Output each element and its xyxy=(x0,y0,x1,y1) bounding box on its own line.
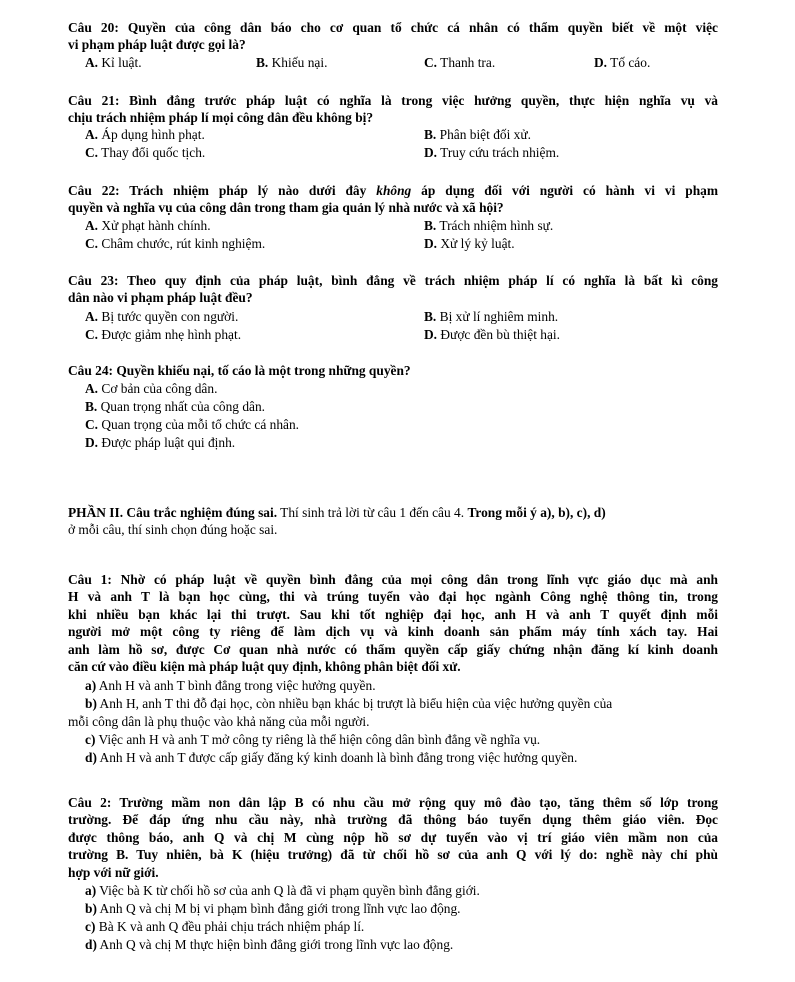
q24-option-c xyxy=(85,417,299,433)
p1-statement-a xyxy=(85,678,376,694)
q20-option-c xyxy=(424,55,495,71)
p1-stem-line-5: anh làm hồ sơ, được Cơ quan nhà nước có thẩm quyền cấp giấy chứng nhận đăng kí kinh doanh xyxy=(68,642,718,657)
p1-statement-d xyxy=(85,750,577,766)
q21-option-b xyxy=(424,127,531,143)
p2-stem-line-4: trường B. Tuy nhiên, bà K (hiệu trưởng) đã từ chối hồ sơ của anh Q với lý do: nghề này chỉ phù xyxy=(68,847,718,862)
option-key: D. xyxy=(85,435,99,450)
p2-stem-line-3: được thông báo, anh Q và chị M cùng nộp hồ sơ dự tuyển vào vị trí giáo viên mầm non của xyxy=(68,830,718,845)
q22-stem-part-1: Câu 22: Trách nhiệm pháp lý nào dưới đây xyxy=(68,183,377,198)
q20-stem-line-1: Câu 20: Quyền của công dân báo cho cơ quan tổ chức cá nhân có thẩm quyền biết về một việc xyxy=(68,20,718,35)
statement-key: d) xyxy=(85,937,97,952)
statement-key: a) xyxy=(85,678,97,693)
option-key: C. xyxy=(85,145,99,160)
p2-statement-b xyxy=(85,901,461,917)
part2-instructions: Thí sinh trả lời từ câu 1 đến câu 4. xyxy=(277,505,468,520)
statement-text: Việc anh H và anh T mở công ty riêng là thể hiện công dân bình đẳng về nghĩa vụ. xyxy=(98,732,541,747)
option-key: C. xyxy=(85,417,99,432)
statement-text: Anh H và anh T bình đẳng trong việc hưởng quyền. xyxy=(98,678,376,693)
q24-option-a xyxy=(85,381,217,397)
option-text: Xử lý kỷ luật. xyxy=(440,236,515,251)
option-key: C. xyxy=(424,55,438,70)
option-key: D. xyxy=(424,236,438,251)
q22-stem-part-2: áp dụng đối với người có hành vi vi phạm xyxy=(411,183,718,198)
q23-option-c xyxy=(85,327,241,343)
option-text: Quan trọng nhất của công dân. xyxy=(100,399,265,414)
q20-option-a xyxy=(85,55,142,71)
option-text: Khiếu nại. xyxy=(271,55,328,70)
option-text: Bị xử lí nghiêm minh. xyxy=(439,309,559,324)
q21-option-a xyxy=(85,127,205,143)
q21-option-c xyxy=(85,145,205,161)
q20-stem-line-2: vi phạm pháp luật được gọi là? xyxy=(68,37,246,52)
p1-statement-b-cont: mỗi công dân là phụ thuộc vào khả năng của mỗi người. xyxy=(68,714,370,729)
option-text: Quan trọng của mỗi tổ chức cá nhân. xyxy=(101,417,300,432)
q23-stem-line-1: Câu 23: Theo quy định của pháp luật, bình đẳng về trách nhiệm pháp lí có nghĩa là bất kì công xyxy=(68,273,718,288)
p1-stem-line-1: Câu 1: Nhờ có pháp luật về quyền bình đẳng của mọi công dân trong lĩnh vực giáo dục mà anh xyxy=(68,572,718,587)
statement-text: Việc bà K từ chối hồ sơ của anh Q là đã vi phạm quyền bình đẳng giới. xyxy=(99,883,480,898)
statement-text: Anh Q và chị M bị vi phạm bình đẳng giới trong lĩnh vực lao động. xyxy=(99,901,461,916)
part2-instructions-line-2: ở mỗi câu, thí sinh chọn đúng hoặc sai. xyxy=(68,522,278,537)
p2-statement-d xyxy=(85,937,453,953)
p1-statement-b xyxy=(85,696,612,712)
option-text: Tố cáo. xyxy=(610,55,651,70)
part2-instructions-bold: Trong mỗi ý a), b), c), d) xyxy=(467,505,606,520)
p1-statement-c xyxy=(85,732,540,748)
p1-stem-line-4: người mở một công ty riêng để làm dịch vụ và kinh doanh sản phẩm máy tính xách tay. Hai xyxy=(68,624,718,639)
p2-stem-line-5: hợp với nữ giới. xyxy=(68,865,159,880)
option-key: D. xyxy=(424,145,438,160)
option-key: B. xyxy=(256,55,269,70)
p2-statement-c xyxy=(85,919,364,935)
part2-title: PHẦN II. Câu trắc nghiệm đúng sai. xyxy=(68,505,278,520)
option-key: A. xyxy=(85,55,99,70)
part2-instructions-line-1 xyxy=(68,505,606,521)
statement-text: Anh H, anh T thi đỗ đại học, còn nhiều bạn khác bị trượt là biểu hiện của việc hưởng quyền của xyxy=(99,696,613,711)
q22-stem-line-2: quyền và nghĩa vụ của công dân trong tham gia quản lý nhà nước và xã hội? xyxy=(68,200,504,215)
statement-key: a) xyxy=(85,883,97,898)
q20-option-d xyxy=(594,55,650,71)
p1-stem-line-3: khi nhiều bạn khác lại thi trượt. Sau khi tốt nghiệp đại học, anh H và anh T quyết định mỗi xyxy=(68,607,718,622)
q20-option-b xyxy=(256,55,327,71)
q23-option-a xyxy=(85,309,238,325)
p2-statement-a xyxy=(85,883,480,899)
option-key: B. xyxy=(424,309,437,324)
statement-key: c) xyxy=(85,732,96,747)
q24-option-d xyxy=(85,435,235,451)
option-text: Truy cứu trách nhiệm. xyxy=(440,145,560,160)
statement-key: b) xyxy=(85,901,97,916)
option-text: Xử phạt hành chính. xyxy=(101,218,211,233)
option-text: Phân biệt đối xử. xyxy=(439,127,531,142)
option-key: A. xyxy=(85,127,99,142)
option-text: Châm chước, rút kinh nghiệm. xyxy=(101,236,266,251)
statement-text: Bà K và anh Q đều phải chịu trách nhiệm pháp lí. xyxy=(98,919,365,934)
p2-stem-line-1: Câu 2: Trường mầm non dân lập B có nhu cầu mở rộng quy mô đào tạo, tăng thêm số lớp trong xyxy=(68,795,718,810)
statement-text: Anh H và anh T được cấp giấy đăng ký kinh doanh là bình đẳng trong việc hưởng quyền. xyxy=(99,750,578,765)
q21-option-d xyxy=(424,145,559,161)
option-key: D. xyxy=(594,55,608,70)
q23-option-b xyxy=(424,309,558,325)
q22-stem-emphasis: không xyxy=(376,183,412,198)
q22-option-d xyxy=(424,236,515,252)
option-text: Áp dụng hình phạt. xyxy=(101,127,205,142)
q24-stem: Câu 24: Quyền khiếu nại, tố cáo là một trong những quyền? xyxy=(68,363,411,378)
option-text: Trách nhiệm hình sự. xyxy=(439,218,554,233)
option-text: Kỉ luật. xyxy=(101,55,142,70)
q21-stem-line-2: chịu trách nhiệm pháp lí mọi công dân đều không bị? xyxy=(68,110,374,125)
option-text: Được giảm nhẹ hình phạt. xyxy=(101,327,242,342)
option-text: Được đền bù thiệt hại. xyxy=(440,327,560,342)
option-key: D. xyxy=(424,327,438,342)
option-key: A. xyxy=(85,381,99,396)
statement-text: Anh Q và chị M thực hiện bình đẳng giới trong lĩnh vực lao động. xyxy=(99,937,454,952)
q21-stem-line-1: Câu 21: Bình đẳng trước pháp luật có nghĩa là trong việc hưởng quyền, thực hiện nghĩa vụ và xyxy=(68,93,718,108)
option-key: B. xyxy=(424,127,437,142)
option-key: C. xyxy=(85,236,99,251)
q22-option-a xyxy=(85,218,211,234)
option-text: Bị tước quyền con người. xyxy=(101,309,239,324)
statement-key: c) xyxy=(85,919,96,934)
option-key: C. xyxy=(85,327,99,342)
option-key: B. xyxy=(424,218,437,233)
q23-option-d xyxy=(424,327,560,343)
option-text: Được pháp luật qui định. xyxy=(101,435,236,450)
option-text: Thay đổi quốc tịch. xyxy=(101,145,206,160)
p1-stem-line-2: H và anh T là bạn học cùng, thi và trúng tuyển vào đại học ngành Công nghệ thông tin, trong xyxy=(68,589,718,604)
option-key: A. xyxy=(85,218,99,233)
p2-stem-line-2: trường. Để đáp ứng nhu cầu này, nhà trường đã thông báo tuyển dụng thêm giáo viên. Đọc xyxy=(68,812,718,827)
option-key: A. xyxy=(85,309,99,324)
statement-key: d) xyxy=(85,750,97,765)
option-text: Thanh tra. xyxy=(440,55,496,70)
option-key: B. xyxy=(85,399,98,414)
q23-stem-line-2: dân nào vi phạm pháp luật đều? xyxy=(68,290,253,305)
option-text: Cơ bản của công dân. xyxy=(101,381,218,396)
q22-option-c xyxy=(85,236,265,252)
statement-key: b) xyxy=(85,696,97,711)
p1-stem-line-6: căn cứ vào điều kiện mà pháp luật quy định, không phân biệt đối xử. xyxy=(68,659,461,674)
q24-option-b xyxy=(85,399,265,415)
q22-stem-line-1 xyxy=(68,183,718,199)
q22-option-b xyxy=(424,218,553,234)
